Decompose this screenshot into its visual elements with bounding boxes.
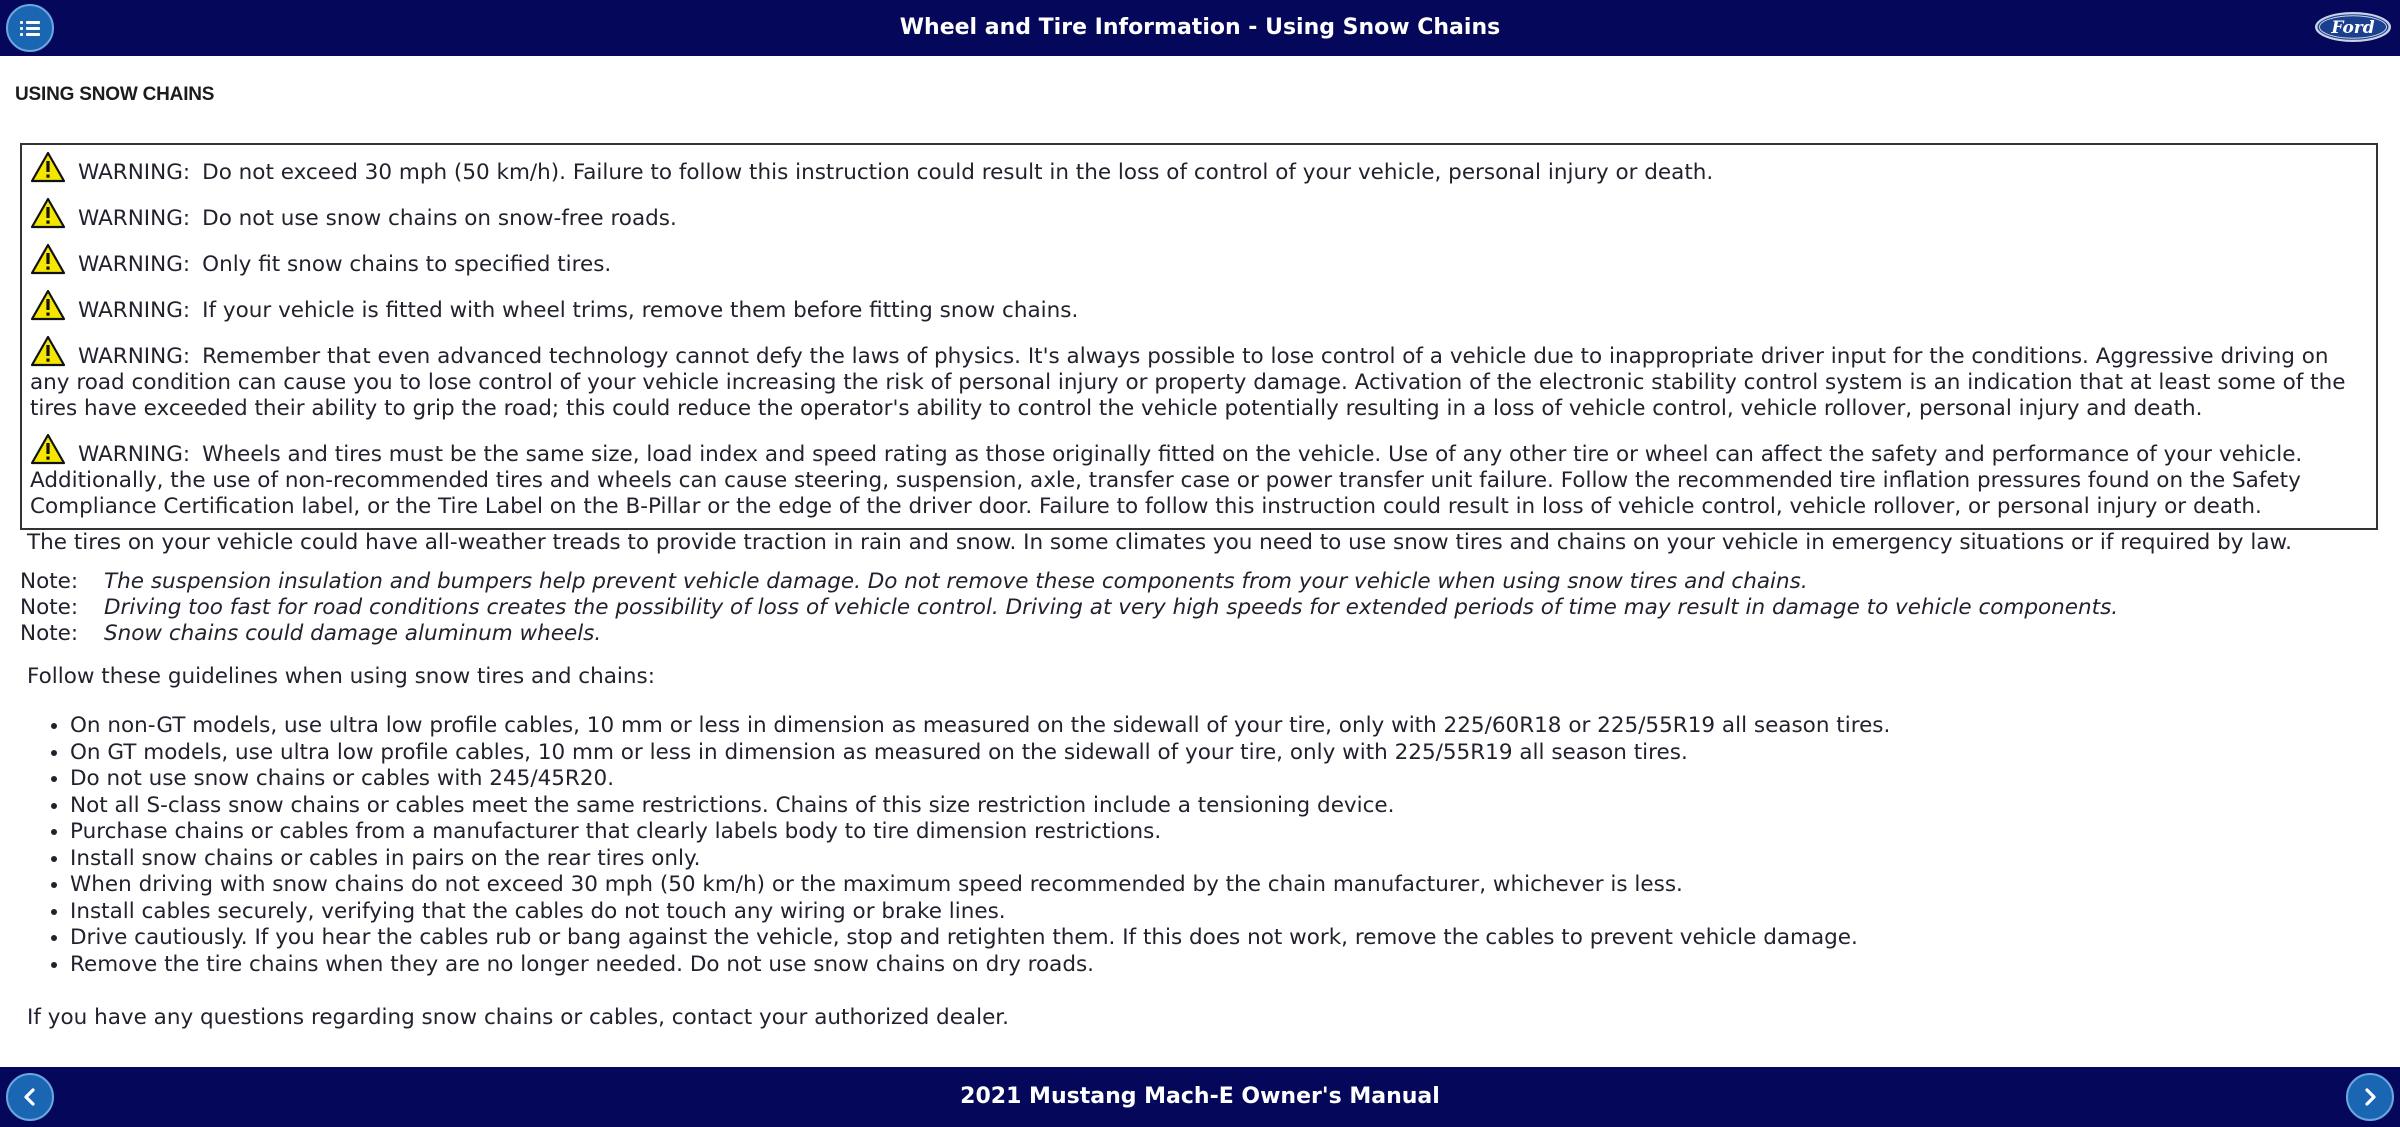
- chevron-right-icon: [2348, 1075, 2392, 1119]
- note-item: [20, 569, 2118, 595]
- warning-label: WARNING:: [78, 344, 191, 369]
- warning-item: [30, 197, 2366, 232]
- note-label: Note:: [20, 595, 79, 620]
- warning-item: [30, 151, 2366, 186]
- warning-triangle-icon: [30, 289, 66, 321]
- warning-label: WARNING:: [78, 252, 191, 277]
- next-page-button[interactable]: [2346, 1073, 2394, 1121]
- note-item: [20, 621, 2118, 647]
- list-item: • On non-GT models, use ultra low profile cables, 10 mm or less in dimension as measured on the sidewall of your tire, only with 225/60R18 or 225/55R19 all season tires.: [70, 713, 1890, 740]
- note-label: Note:: [20, 569, 79, 594]
- list-item: • Do not use snow chains or cables with 245/45R20.: [70, 766, 1890, 793]
- warning-item: [30, 335, 2366, 422]
- warning-triangle-icon: [30, 151, 66, 183]
- warning-text: Wheels and tires must be the same size, load index and speed rating as those originally fitted on the vehicle. Use of any other tire or wheel can affect the safety and performance of your vehicle. Additionally, the use of non-recommended tires and wheels can cause steering, suspension, axle, transfer case or power transfer unit failure. Follow the recommended tire inflation pressures found on the Safety Compliance Certification label, or the Tire Label on the B-Pillar or the edge of the driver door. Failure to follow this instruction could result in loss of vehicle control, vehicle rollover, or personal injury or death.: [30, 442, 2303, 519]
- warning-item: [30, 433, 2366, 520]
- warning-triangle-icon: [30, 197, 66, 229]
- page-title: Wheel and Tire Information - Using Snow Chains: [899, 15, 1501, 40]
- manual-title: 2021 Mustang Mach-E Owner's Manual: [960, 1084, 1440, 1109]
- warning-text: Only fit snow chains to specified tires.: [202, 252, 612, 277]
- note-text: Snow chains could damage aluminum wheels.: [104, 621, 602, 646]
- list-item: • On GT models, use ultra low profile cables, 10 mm or less in dimension as measured on the sidewall of your tire, only with 225/55R19 all season tires.: [70, 740, 1890, 767]
- list-item: • Install snow chains or cables in pairs on the rear tires only.: [70, 846, 1890, 873]
- ford-logo: [2314, 11, 2392, 43]
- section-heading: USING SNOW CHAINS: [15, 84, 215, 105]
- list-item: • Not all S-class snow chains or cables meet the same restrictions. Chains of this size restriction include a tensioning device.: [70, 793, 1890, 820]
- warning-text: Remember that even advanced technology cannot defy the laws of physics. It's always possible to lose control of a vehicle due to inappropriate driver input for the conditions. Aggressive driving on any road condition can cause you to lose control of your vehicle increasing the risk of personal injury or property damage. Activation of the electronic stability control system is an indication that at least some of the tires have exceeded their ability to grip the road; this could reduce the operator's ability to control the vehicle potentially resulting in a loss of vehicle control, vehicle rollover, personal injury and death.: [30, 344, 2346, 421]
- warning-label: WARNING:: [78, 298, 191, 323]
- notes-list: [20, 569, 2118, 647]
- content-area: [0, 56, 2400, 1067]
- list-item: • When driving with snow chains do not exceed 30 mph (50 km/h) or the maximum speed recommended by the chain manufacturer, whichever is less.: [70, 872, 1890, 899]
- footer-bar: [0, 1067, 2400, 1127]
- note-item: [20, 595, 2118, 621]
- header-bar: [0, 0, 2400, 56]
- warning-label: WARNING:: [78, 160, 191, 185]
- warning-triangle-icon: [30, 335, 66, 367]
- warning-item: [30, 243, 2366, 278]
- list-item: • Remove the tire chains when they are no longer needed. Do not use snow chains on dry roads.: [70, 952, 1890, 979]
- guidelines-intro: Follow these guidelines when using snow tires and chains:: [27, 664, 655, 689]
- svg-text:Ford: Ford: [2331, 18, 2375, 38]
- note-text: The suspension insulation and bumpers help prevent vehicle damage. Do not remove these components from your vehicle when using snow tires and chains.: [104, 569, 1808, 594]
- note-text: Driving too fast for road conditions creates the possibility of loss of vehicle control. Driving at very high speeds for extended periods of time may result in damage to vehicle components.: [104, 595, 2119, 620]
- intro-paragraph: The tires on your vehicle could have all-weather treads to provide traction in rain and snow. In some climates you need to use snow tires and chains on your vehicle in emergency situations or if required by law.: [27, 530, 2292, 555]
- warning-label: WARNING:: [78, 206, 191, 231]
- warning-triangle-icon: [30, 433, 66, 465]
- closing-paragraph: If you have any questions regarding snow chains or cables, contact your authorized dealer.: [27, 1005, 1009, 1030]
- warning-item: [30, 289, 2366, 324]
- guidelines-list: [70, 713, 1890, 978]
- note-label: Note:: [20, 621, 79, 646]
- list-item: • Purchase chains or cables from a manufacturer that clearly labels body to tire dimension restrictions.: [70, 819, 1890, 846]
- list-item: • Drive cautiously. If you hear the cables rub or bang against the vehicle, stop and retighten them. If this does not work, remove the cables to prevent vehicle damage.: [70, 925, 1890, 952]
- list-item: • Install cables securely, verifying that the cables do not touch any wiring or brake lines.: [70, 899, 1890, 926]
- warning-box: [20, 143, 2378, 530]
- warning-text: If your vehicle is fitted with wheel trims, remove them before fitting snow chains.: [202, 298, 1079, 323]
- warning-text: Do not use snow chains on snow-free roads.: [202, 206, 677, 231]
- warning-triangle-icon: [30, 243, 66, 275]
- warning-text: Do not exceed 30 mph (50 km/h). Failure to follow this instruction could result in the loss of control of your vehicle, personal injury or death.: [202, 160, 1714, 185]
- warning-label: WARNING:: [78, 442, 191, 467]
